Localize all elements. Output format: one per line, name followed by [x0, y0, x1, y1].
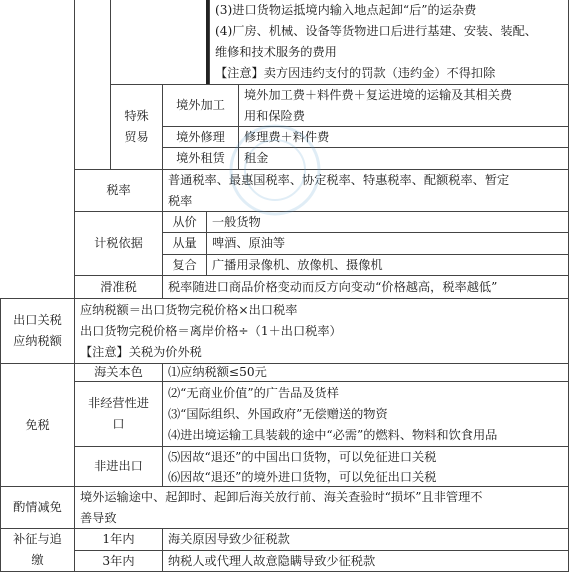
export-duty-label-b: 应纳税额	[13, 334, 62, 348]
recovery-period-1	[74, 528, 162, 550]
recovery-desc-3	[162, 550, 569, 572]
recovery-label-b: 缴	[31, 553, 44, 567]
recovery-desc: 海关原因导致少征税款	[168, 532, 290, 546]
recovery-period-3	[74, 550, 162, 572]
sliding-duty-text	[162, 275, 569, 298]
sliding-duty-label-text: 滑准税	[100, 279, 137, 294]
basis-desc-specific	[206, 232, 569, 254]
export-duty-label-a: 出口关税	[13, 313, 62, 327]
discretionary-line: 善导致	[80, 511, 117, 525]
recovery-label	[0, 528, 74, 572]
recovery-period: 1年内	[102, 532, 135, 546]
customs-label	[74, 363, 162, 381]
discretionary-line: 境外运输途中、起卸时、起卸后海关放行前、海关查验时“损坏”且非管理不	[80, 490, 483, 504]
special-trade-name: 境外修理	[176, 129, 225, 144]
export-formula-1: 应纳税额＝出口货物完税价格×出口税率	[80, 303, 298, 317]
noncommercial-items	[162, 381, 569, 446]
basis-type: 从量	[172, 236, 197, 250]
sliding-duty-label	[74, 275, 162, 298]
exemption-item: ⑴应纳税额≤50元	[168, 365, 267, 379]
basis-type: 复合	[172, 257, 197, 272]
nonimport-items	[162, 446, 569, 486]
tax-rate-line: 税率	[168, 194, 193, 208]
export-note: 【注意】关税为价外税	[80, 345, 202, 359]
special-trade-formula-line: 用和保险费	[244, 109, 305, 123]
recovery-desc: 纳税人或代理人故意隐瞒导致少征税款	[168, 553, 376, 568]
special-trade-formula-line: 修理费＋料件费	[244, 129, 330, 144]
customs-item	[162, 363, 569, 381]
top-line-4b: 维修和技术服务的费用	[215, 45, 337, 59]
basis-type-specific	[162, 232, 206, 254]
basis-type-ad-valorem	[162, 211, 206, 232]
special-trade-name: 境外加工	[176, 98, 225, 112]
noncommercial-label	[74, 381, 162, 446]
exemption-item: ⑹因故“退还”的境外进口货物，可以免征出口关税	[168, 470, 437, 484]
exemption-label	[0, 363, 74, 486]
special-trade-name: 境外租赁	[176, 151, 225, 165]
left-margin-column	[74, 0, 111, 169]
recovery-period: 3年内	[102, 553, 135, 568]
watermark-graphic	[215, 110, 335, 230]
tax-rate-line: 普通税率、最惠国税率、协定税率、特惠税率、配额税率、暂定	[168, 173, 510, 187]
basis-type: 从价	[172, 214, 197, 229]
basis-desc: 啤酒、原油等	[212, 236, 286, 250]
discretionary-label-text: 酌情减免	[13, 500, 62, 514]
special-trade-formula-line: 境外加工费＋料件费＋复运进境的运输及其相关费	[244, 88, 513, 102]
exemption-label-text: 免税	[25, 417, 50, 432]
tax-basis-label	[74, 211, 162, 275]
exemption-item: ⑵“无商业价值”的广告品及货样	[168, 386, 339, 400]
special-trade-label-b: 贸易	[124, 130, 149, 144]
export-duty-label	[0, 298, 74, 363]
export-duty-content	[74, 298, 569, 363]
tax-rate-label-text: 税率	[106, 183, 131, 197]
recovery-label-a: 补征与追	[13, 532, 62, 546]
sliding-duty-line: 税率随进口商品价格变动而反方向变动“价格越高，税率越低”	[168, 279, 498, 294]
nonimport-label-text: 非进出口	[94, 459, 143, 473]
top-line-4a: (4)厂房、机械、设备等货物进口后进行基建、安装、装配、	[215, 24, 537, 38]
noncommercial-label-a: 非经营性进	[88, 396, 149, 410]
discretionary-text	[74, 486, 569, 528]
exemption-item: ⑷进出境运输工具装载的途中“必需”的燃料、物料和饮食用品	[168, 428, 498, 442]
top-line-3: (3)进口货物运抵境内输入地点起卸“后”的运杂费	[215, 3, 477, 17]
exemption-item: ⑶“国际组织、外国政府”无偿赠送的物资	[168, 407, 388, 421]
customs-label-text: 海关本色	[94, 365, 143, 379]
top-note: 【注意】卖方因违约支付的罚款（违约金）不得扣除	[215, 66, 496, 80]
export-formula-2: 出口货物完税价格＝离岸价格÷（1＋出口税率）	[80, 324, 342, 338]
top-text-cell	[209, 0, 569, 84]
recovery-desc-1	[162, 528, 569, 550]
spacer-column	[110, 0, 208, 84]
exemption-item: ⑸因故“退还”的中国出口货物，可以免征进口关税	[168, 450, 437, 464]
basis-desc: 一般货物	[212, 214, 261, 229]
tax-basis-label-text: 计税依据	[94, 236, 143, 250]
discretionary-label	[0, 486, 74, 528]
noncommercial-label-b: 口	[112, 417, 125, 431]
basis-type-compound	[162, 254, 206, 275]
special-trade-label	[110, 84, 162, 169]
special-trade-formula-line: 租金	[244, 151, 269, 165]
basis-desc: 广播用录像机、放像机、摄像机	[212, 257, 383, 272]
tax-rate-label	[74, 169, 162, 211]
nonimport-label	[74, 446, 162, 486]
basis-desc-compound	[206, 254, 569, 275]
special-trade-label-a: 特殊	[124, 109, 149, 123]
